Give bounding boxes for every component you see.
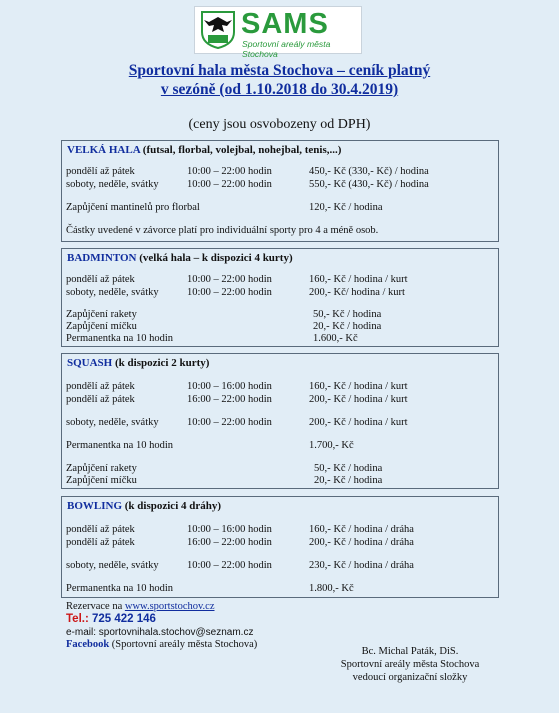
row-price: 20,- Kč / hodina xyxy=(313,321,382,332)
price-row xyxy=(62,274,498,287)
row-price: 20,- Kč / hodina xyxy=(314,475,383,486)
row-price: 50,- Kč / hodina xyxy=(313,309,382,320)
price-row xyxy=(62,560,498,573)
row-price: 200,- Kč/ hodina / kurt xyxy=(309,287,405,298)
coat-of-arms-icon xyxy=(200,10,236,50)
section-squash xyxy=(61,353,499,489)
logo-wordmark: SAMS xyxy=(241,8,329,40)
row-label: pondělí až pátek xyxy=(66,537,135,548)
row-price: 200,- Kč / hodina / kurt xyxy=(309,394,408,405)
row-time: 16:00 – 22:00 hodin xyxy=(187,537,272,548)
row-label: soboty, neděle, svátky xyxy=(66,179,159,190)
row-label: pondělí až pátek xyxy=(66,166,135,177)
row-price: 160,- Kč / hodina / dráha xyxy=(309,524,414,535)
section-name: BOWLING xyxy=(67,500,123,512)
price-row xyxy=(62,537,498,550)
reservation-line xyxy=(66,601,215,612)
row-price: 160,- Kč / hodina / kurt xyxy=(309,274,408,285)
price-row xyxy=(62,394,498,407)
row-label: pondělí až pátek xyxy=(66,381,135,392)
price-row xyxy=(62,381,498,394)
price-row xyxy=(62,333,498,346)
row-price: 1.700,- Kč xyxy=(309,440,354,451)
row-price: 550,- Kč (430,- Kč) / hodina xyxy=(309,179,429,190)
section-badminton xyxy=(61,248,499,347)
row-label: pondělí až pátek xyxy=(66,274,135,285)
row-time: 10:00 – 22:00 hodin xyxy=(187,417,272,428)
row-time: 10:00 – 16:00 hodin xyxy=(187,381,272,392)
row-price: 200,- Kč / hodina / kurt xyxy=(309,417,408,428)
section-velka-hala xyxy=(61,140,499,242)
facebook-text: (Sportovní areály města Stochova) xyxy=(111,639,258,650)
row-price: 450,- Kč (330,- Kč) / hodina xyxy=(309,166,429,177)
section-detail: (velká hala – k dispozici 4 kurty) xyxy=(139,252,293,264)
section-heading xyxy=(67,357,209,369)
price-row xyxy=(62,475,498,488)
email-label: e-mail: xyxy=(66,627,97,638)
section-heading xyxy=(67,500,221,512)
price-row xyxy=(62,417,498,430)
facebook-link[interactable]: Facebook xyxy=(66,639,110,650)
section-name: VELKÁ HALA xyxy=(67,144,141,156)
section-heading xyxy=(67,252,293,264)
row-time: 10:00 – 22:00 hodin xyxy=(187,560,272,571)
row-price: 1.800,- Kč xyxy=(309,583,354,594)
facebook-line xyxy=(66,639,257,650)
row-label: pondělí až pátek xyxy=(66,524,135,535)
row-label: Permanentka na 10 hodin xyxy=(66,333,174,344)
row-price: 50,- Kč / hodina xyxy=(314,463,383,474)
row-label: soboty, neděle, svátky xyxy=(66,417,159,428)
price-row xyxy=(62,179,498,192)
email-line xyxy=(66,627,253,638)
website-link[interactable]: www.sportstochov.cz xyxy=(124,601,215,612)
row-time: 10:00 – 22:00 hodin xyxy=(187,166,272,177)
section-name: SQUASH xyxy=(67,357,113,369)
page-title-line-1: Sportovní hala města Stochova – ceník platný xyxy=(128,62,431,79)
row-time: 10:00 – 22:00 hodin xyxy=(187,287,272,298)
page-title-line-2: v sezóně (od 1.10.2018 do 30.4.2019) xyxy=(160,81,399,98)
signature-org: Sportovní areály města Stochova xyxy=(340,659,480,670)
row-time: 16:00 – 22:00 hodin xyxy=(187,394,272,405)
sams-logo xyxy=(194,6,362,59)
price-row xyxy=(62,166,498,179)
row-label: Permanentka na 10 hodin xyxy=(66,440,174,451)
row-label: Permanentka na 10 hodin xyxy=(66,583,174,594)
section-detail: (k dispozici 2 kurty) xyxy=(115,357,210,369)
section-heading xyxy=(67,144,341,156)
row-label: Zapůjčení míčku xyxy=(66,321,137,332)
phone-label: Tel.: xyxy=(66,613,89,625)
phone-number[interactable]: 725 422 146 xyxy=(92,613,156,625)
signature-role: vedoucí organizační složky xyxy=(352,672,468,683)
section-detail: (futsal, florbal, volejbal, nohejbal, tenis,...) xyxy=(142,144,342,156)
row-price: 200,- Kč / hodina / dráha xyxy=(309,537,414,548)
signature-name: Bc. Michal Paták, DiS. xyxy=(361,646,459,657)
section-bowling xyxy=(61,496,499,598)
row-label: pondělí až pátek xyxy=(66,394,135,405)
row-label: Zapůjčení mantinelů pro florbal xyxy=(66,202,200,213)
price-row xyxy=(62,583,498,596)
price-row xyxy=(62,287,498,300)
row-label: soboty, neděle, svátky xyxy=(66,560,159,571)
email-address[interactable]: sportovnihala.stochov@seznam.cz xyxy=(98,627,254,638)
section-name: BADMINTON xyxy=(67,252,137,264)
row-label: Zapůjčení rakety xyxy=(66,309,137,320)
price-row xyxy=(62,524,498,537)
reservation-label: Rezervace na xyxy=(66,601,123,612)
phone-line xyxy=(66,613,156,625)
row-price: 230,- Kč / hodina / dráha xyxy=(309,560,414,571)
section-note: Částky uvedené v závorce platí pro individuální sporty pro 4 a méně osob. xyxy=(66,225,379,236)
row-price: 160,- Kč / hodina / kurt xyxy=(309,381,408,392)
row-time: 10:00 – 22:00 hodin xyxy=(187,179,272,190)
row-price: 120,- Kč / hodina xyxy=(309,202,383,213)
section-detail: (k dispozici 4 dráhy) xyxy=(124,500,222,512)
price-row xyxy=(62,440,498,453)
row-price: 1.600,- Kč xyxy=(313,333,358,344)
row-label: Zapůjčení míčku xyxy=(66,475,137,486)
row-time: 10:00 – 16:00 hodin xyxy=(187,524,272,535)
row-label: Zapůjčení rakety xyxy=(66,463,137,474)
row-time: 10:00 – 22:00 hodin xyxy=(187,274,272,285)
price-row xyxy=(62,202,498,215)
logo-subtitle: Sportovní areály města Stochova xyxy=(242,39,331,59)
vat-note: (ceny jsou osvobozeny od DPH) xyxy=(188,117,371,132)
row-label: soboty, neděle, svátky xyxy=(66,287,159,298)
